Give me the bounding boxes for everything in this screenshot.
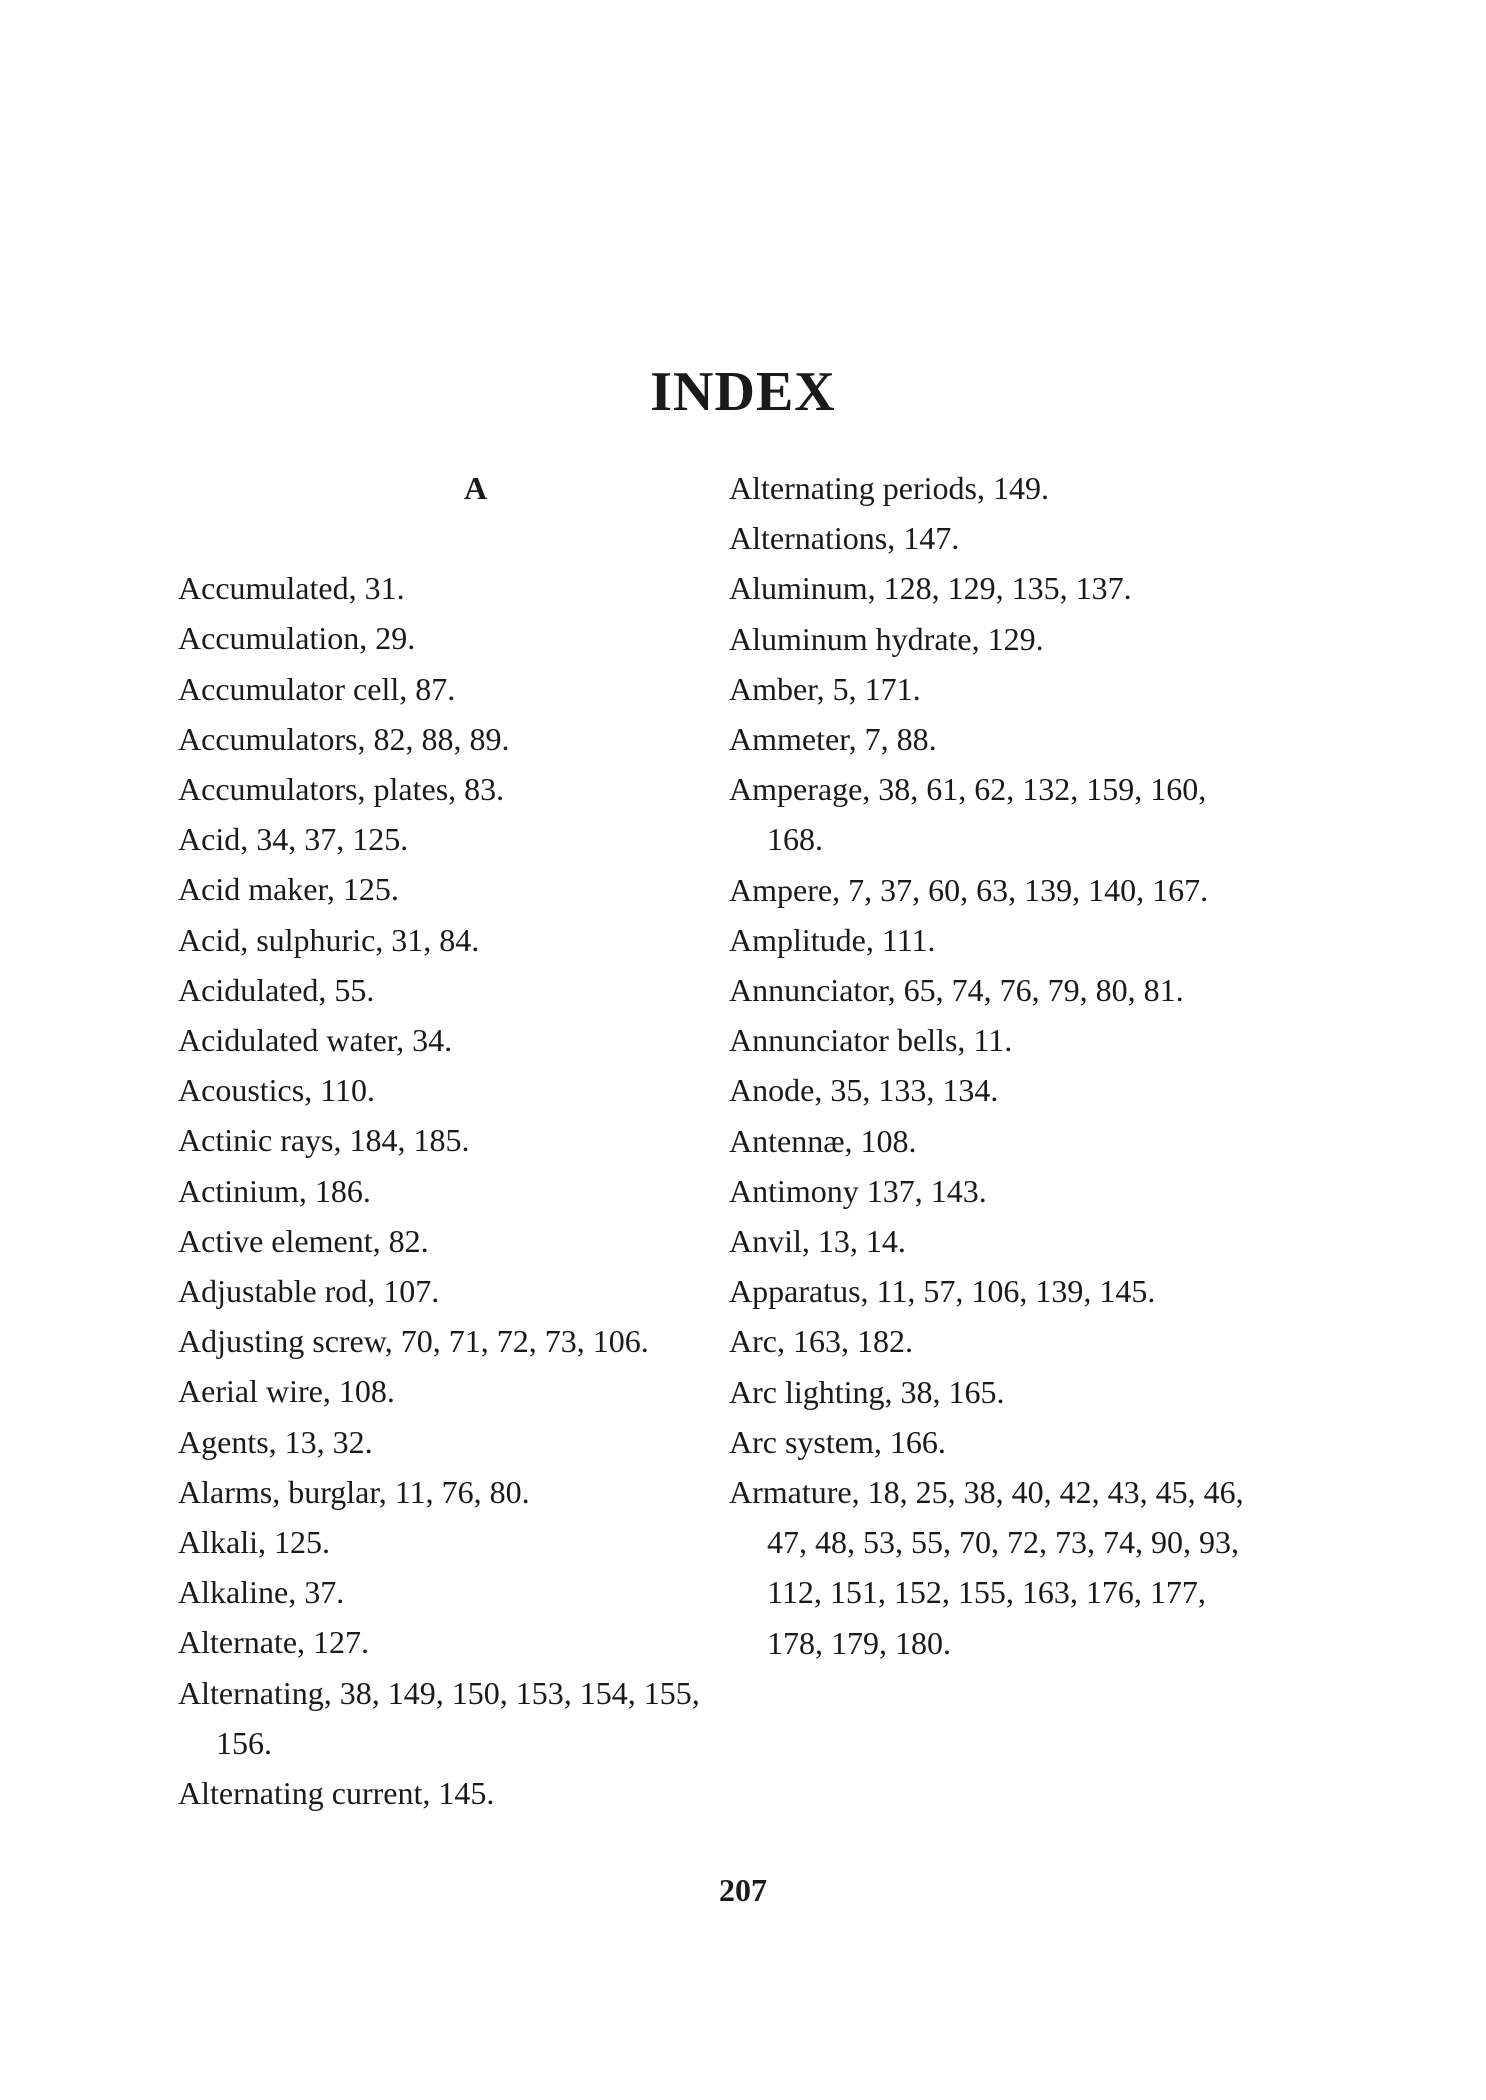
index-entry: Alternating, 38, 149, 150, 153, 154, 155, 156.	[178, 1674, 700, 1761]
right-column	[729, 463, 1249, 1668]
index-entry: Aerial wire, 108.	[178, 1373, 395, 1410]
index-entry: Alarms, burglar, 11, 76, 80.	[178, 1473, 530, 1510]
index-entry: Alternate, 127.	[178, 1624, 370, 1661]
index-entry: Accumulated, 31.	[178, 570, 405, 607]
index-entry: Alkaline, 37.	[178, 1574, 345, 1611]
index-entry: Arc, 163, 182.	[729, 1323, 913, 1360]
index-entry: Acoustics, 110.	[178, 1072, 376, 1109]
index-entry: Armature, 18, 25, 38, 40, 42, 43, 45, 46, 47, 48, 53, 55, 70, 72, 73, 74, 90, 93, 112, 151, 152, 155, 163, 176, 177, 178, 179, 180.	[729, 1474, 1244, 1661]
index-entry: Agents, 13, 32.	[178, 1423, 373, 1460]
index-entry: Acidulated, 55.	[178, 971, 375, 1008]
index-entry: Aluminum, 128, 129, 135, 137.	[729, 570, 1132, 607]
index-entry: Acid maker, 125.	[178, 871, 399, 908]
index-entry: Accumulator cell, 87.	[178, 670, 456, 707]
index-entry: Adjusting screw, 70, 71, 72, 73, 106.	[178, 1323, 649, 1360]
index-entry: Antennæ, 108.	[729, 1122, 917, 1159]
index-entry: Amplitude, 111.	[729, 921, 936, 958]
index-entry: Accumulators, plates, 83.	[178, 771, 505, 808]
index-entry: Alternating current, 145.	[178, 1775, 495, 1812]
index-entry: Accumulation, 29.	[178, 620, 416, 657]
index-entry: Adjustable rod, 107.	[178, 1273, 440, 1310]
index-entry: Alkali, 125.	[178, 1524, 330, 1561]
left-column	[178, 463, 708, 1818]
index-entry: Annunciator bells, 11.	[729, 1022, 1013, 1059]
index-entry: Acid, 34, 37, 125.	[178, 821, 409, 858]
index-entry: Amperage, 38, 61, 62, 132, 159, 160, 168.	[729, 771, 1207, 858]
index-entry: Active element, 82.	[178, 1222, 429, 1259]
index-entry: Accumulators, 82, 88, 89.	[178, 720, 510, 757]
page-title: INDEX	[650, 361, 836, 423]
index-entry: Actinium, 186.	[178, 1172, 371, 1209]
page-number: 207	[719, 1872, 767, 1908]
index-entry: Aluminum hydrate, 129.	[729, 620, 1044, 657]
index-entry: Alternations, 147.	[729, 520, 960, 557]
index-entry: Amber, 5, 171.	[729, 670, 921, 707]
index-entry: Anode, 35, 133, 134.	[729, 1072, 999, 1109]
index-entry: Anvil, 13, 14.	[729, 1223, 906, 1260]
index-entry: Ampere, 7, 37, 60, 63, 139, 140, 167.	[729, 871, 1209, 908]
index-entry: Antimony 137, 143.	[729, 1172, 987, 1209]
section-letter: A	[463, 470, 488, 506]
index-entry: Actinic rays, 184, 185.	[178, 1122, 470, 1159]
index-entry: Arc lighting, 38, 165.	[729, 1373, 1005, 1410]
index-entry: Acid, sulphuric, 31, 84.	[178, 921, 480, 958]
index-entry: Arc system, 166.	[729, 1423, 946, 1460]
index-entry: Acidulated water, 34.	[178, 1022, 453, 1059]
index-entry: Apparatus, 11, 57, 106, 139, 145.	[729, 1273, 1156, 1310]
index-entry: Ammeter, 7, 88.	[729, 721, 937, 758]
index-entry: Alternating periods, 149.	[729, 470, 1049, 506]
index-entry: Annunciator, 65, 74, 76, 79, 80, 81.	[729, 972, 1184, 1009]
